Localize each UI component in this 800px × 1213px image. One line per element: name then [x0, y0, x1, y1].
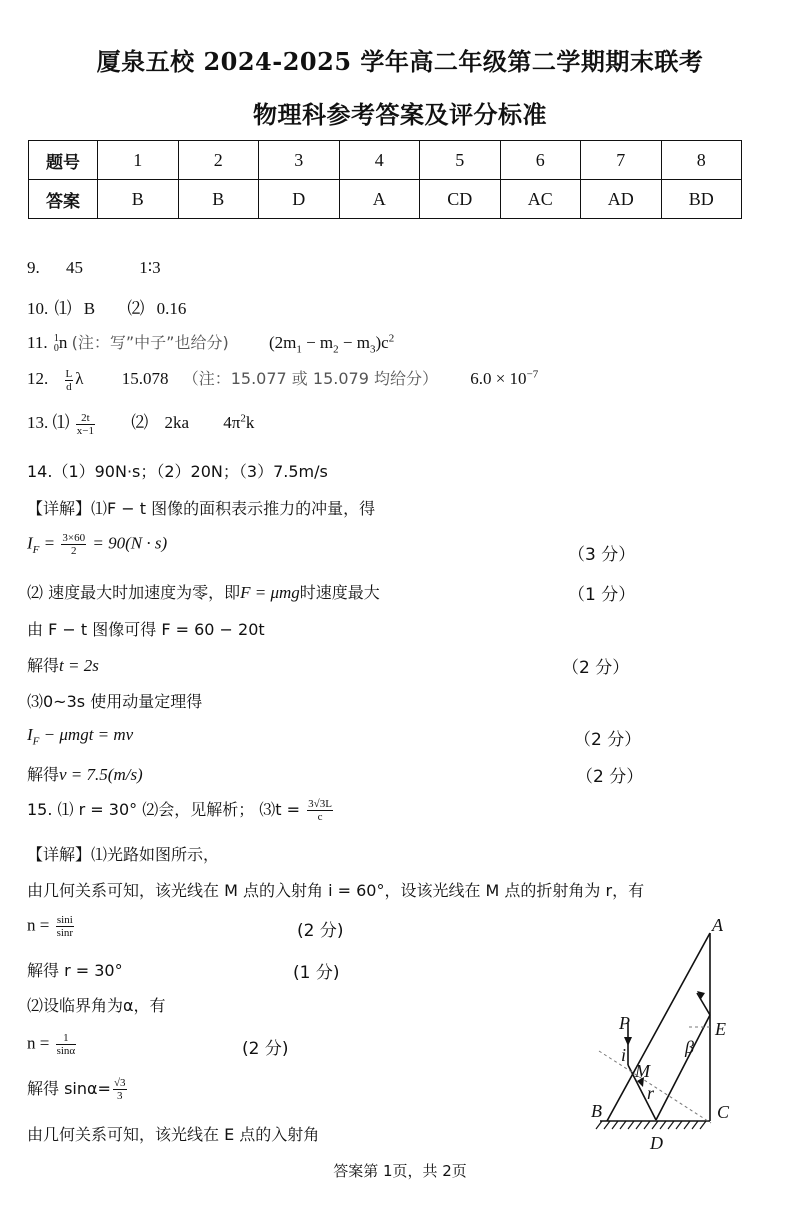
hatch-mark — [596, 1121, 602, 1129]
hatch-mark — [620, 1121, 626, 1129]
answer-cell: AC — [500, 180, 581, 219]
answer-cell: A — [339, 180, 420, 219]
reflected-ray — [656, 1015, 710, 1120]
text-line: 解得v = 7.5(m/s) — [27, 765, 143, 784]
q-number: 11. — [27, 333, 48, 352]
answer-9 — [27, 258, 161, 278]
detail-heading: 【详解】⑴F − t 图像的面积表示推力的冲量，得 — [27, 499, 376, 518]
equation: $I_F - \mu mgt$ = mv — [27, 725, 134, 748]
text-line: 由几何关系可知，该光线在 E 点的入射角 — [27, 1125, 320, 1144]
label-p: P — [619, 1013, 630, 1033]
part-label: ⑴ — [52, 413, 70, 432]
hatch-mark — [604, 1121, 610, 1129]
hatch-mark — [660, 1121, 666, 1129]
question-head: 题号 — [29, 141, 98, 180]
label-b: B — [591, 1101, 602, 1121]
part-label: ⑵ — [131, 413, 149, 432]
label-a: A — [712, 915, 723, 935]
answer-table — [28, 140, 742, 219]
question-number: 3 — [259, 141, 340, 180]
answer-15-summary: 15. ⑴ r = 30° ⑵会，见解析； ⑶t = $\frac{3√3L}{c}$ — [27, 798, 332, 823]
equation: n = $\frac{1}{\sin\alpha}$ — [27, 1032, 76, 1057]
hatch-mark — [692, 1121, 698, 1129]
q-number: 10. — [27, 299, 49, 318]
label-m: M — [635, 1061, 650, 1081]
answer-cell: B — [178, 180, 259, 219]
q-number: 13. — [27, 413, 49, 432]
score: （2 分） — [574, 730, 642, 750]
question-number: 8 — [661, 141, 742, 180]
part-label: ⑵ — [127, 299, 145, 318]
mass-number: 1 — [53, 333, 59, 345]
page-footer: 答案第 1页，共 2页 — [333, 1162, 467, 1180]
question-number: 7 — [581, 141, 662, 180]
energy-expression: $(2m_1 - m_2 - m_3)c^2$ — [268, 332, 395, 356]
paper-subtitle: 物理科参考答案及评分标准 — [253, 100, 547, 129]
text-line: ⑶0~3s 使用动量定理得 — [27, 692, 203, 711]
note: （注：15.077 或 15.079 均给分） — [182, 369, 438, 388]
answer-cell: B — [98, 180, 179, 219]
part-label: ⑴ — [54, 299, 72, 318]
score: （2 分） — [576, 767, 644, 787]
question-number: 4 — [339, 141, 420, 180]
neutron-symbol: n — [58, 333, 68, 352]
answer-value: 1∶3 — [139, 258, 161, 277]
answer-value: 0.16 — [156, 299, 187, 318]
paper-title: 厦泉五校 2024-2025 学年高二年级第二学期期末联考 — [96, 47, 704, 76]
question-number: 5 — [420, 141, 501, 180]
fraction: $\frac{L}{d}$ — [65, 367, 73, 393]
answer-value: $4\pi^2k$ — [223, 412, 255, 432]
lambda-symbol: λ — [75, 369, 84, 388]
answer-value: B — [83, 299, 96, 318]
hatch-mark — [644, 1121, 650, 1129]
text-line: 由 F − t 图像可得 F = 60 − 20t — [27, 620, 265, 639]
hatch-mark — [628, 1121, 634, 1129]
score: (1 分) — [293, 963, 340, 983]
text-line: 解得 sinα= $\frac{√3}{3}$ — [27, 1077, 126, 1102]
text-line: 由几何关系可知，该光线在 M 点的入射角 i = 60°，设该光线在 M 点的折射角为 r，有 — [27, 881, 645, 900]
text-line: ⑵ 速度最大时加速度为零，即F = μmg时速度最大 — [27, 583, 380, 602]
answer-value: 2ka — [164, 413, 190, 432]
question-number: 1 — [98, 141, 179, 180]
note: (注：写”中子”也给分) — [71, 333, 229, 352]
answer-cell: AD — [581, 180, 662, 219]
score: (2 分) — [297, 921, 344, 941]
normal-line-m — [599, 1051, 711, 1123]
hatch-mark — [636, 1121, 642, 1129]
answer-value: $6.0 \times 10^{-7}$ — [470, 368, 539, 388]
label-c: C — [717, 1102, 730, 1122]
label-beta: β — [685, 1037, 694, 1057]
answer-cell: BD — [661, 180, 742, 219]
hatch-mark — [700, 1121, 706, 1129]
hatch-mark — [684, 1121, 690, 1129]
detail-heading: 【详解】⑴光路如图所示， — [27, 845, 220, 864]
answer-cell: D — [259, 180, 340, 219]
answer-10 — [27, 294, 186, 319]
score: （3 分） — [568, 545, 636, 565]
equation: $I_F$ = $\frac{3\times 60}{2}$ = 90(N · s) — [27, 532, 168, 557]
equation: n = $\frac{\sin i}{\sin r}$ — [27, 914, 74, 939]
answer-cell: CD — [420, 180, 501, 219]
label-e: E — [715, 1019, 726, 1039]
answer-12 — [27, 366, 538, 393]
answer-value: 15.078 — [121, 369, 169, 388]
text-line: 解得 r = 30° — [27, 961, 123, 980]
answer-13 — [27, 408, 254, 437]
answer-11 — [27, 330, 394, 355]
q-number: 12. — [27, 369, 49, 388]
score: （2 分） — [562, 658, 630, 678]
answer-value: 45 — [66, 258, 83, 277]
charge-number: 0 — [53, 343, 59, 355]
label-d: D — [650, 1133, 663, 1153]
label-i: i — [621, 1045, 627, 1065]
answer-14-summary: 14.（1）90N·s；（2）20N；（3）7.5m/s — [27, 462, 328, 481]
answer-head: 答案 — [29, 180, 98, 219]
hatch-mark — [676, 1121, 682, 1129]
question-number: 2 — [178, 141, 259, 180]
optics-diagram — [585, 915, 745, 1155]
text-line: ⑵设临界角为α，有 — [27, 996, 166, 1015]
hatch-mark — [612, 1121, 618, 1129]
hatch-mark — [652, 1121, 658, 1129]
score: （1 分） — [568, 585, 636, 605]
question-number: 6 — [500, 141, 581, 180]
text-line: 解得t = 2s — [27, 656, 99, 675]
answer-row — [29, 180, 742, 219]
q-number: 9. — [27, 258, 40, 277]
hatch-mark — [668, 1121, 674, 1129]
score: (2 分) — [242, 1039, 289, 1059]
exit-ray — [697, 993, 710, 1015]
fraction: $\frac{2t}{x-1}$ — [76, 411, 94, 437]
question-row — [29, 141, 742, 180]
label-r: r — [647, 1083, 655, 1103]
